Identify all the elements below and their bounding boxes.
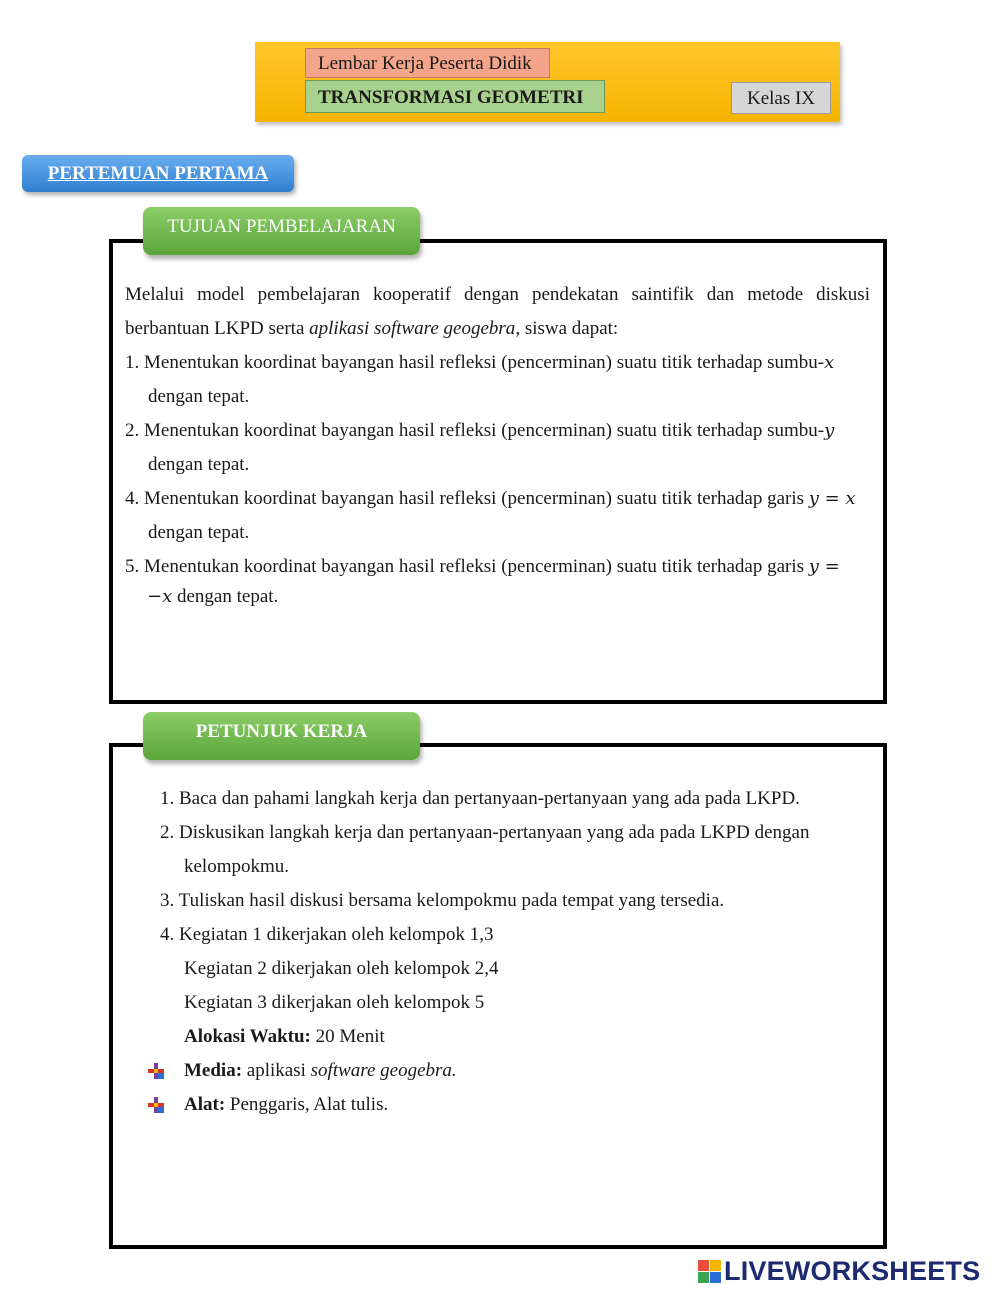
objective-math: y <box>824 420 835 441</box>
instruction-number: 2. <box>160 822 175 843</box>
objective-continuation: dengan tepat. <box>148 522 250 543</box>
class-label: Kelas IX <box>731 82 831 114</box>
topic-title: TRANSFORMASI GEOMETRI <box>305 80 605 113</box>
objective-math: y = x <box>808 488 856 509</box>
intro-italic: aplikasi software geogebra <box>309 318 516 339</box>
logo-square <box>710 1260 721 1271</box>
instruction-text: Baca dan pahami langkah kerja dan pertanyaan-pertanyaan yang ada pada LKPD. <box>179 788 800 809</box>
media-value-italic: software geogebra. <box>310 1060 457 1081</box>
objective-text: Menentukan koordinat bayangan hasil refleksi (pencerminan) suatu titik terhadap garis <box>144 556 809 577</box>
tools-value: Penggaris, Alat tulis. <box>225 1094 389 1115</box>
objective-math: x <box>824 352 835 373</box>
objective-continuation: dengan tepat. <box>172 586 279 607</box>
cross-bullet-icon <box>148 1063 164 1079</box>
objective-item <box>125 482 870 550</box>
time-allocation <box>160 1020 872 1054</box>
tools-label: Alat: <box>184 1094 226 1115</box>
objective-math-continuation: −x <box>147 586 173 607</box>
logo-square <box>698 1272 709 1283</box>
media-row <box>160 1054 872 1088</box>
instruction-text: Kegiatan 1 dikerjakan oleh kelompok 1,3 <box>179 924 494 945</box>
time-label: Alokasi Waktu: <box>184 1026 311 1047</box>
logo-text: LIVEWORKSHEETS <box>724 1255 981 1286</box>
liveworksheets-logo[interactable] <box>698 1256 980 1286</box>
objectives-list <box>125 346 870 610</box>
intro-text: Melalui model pembelajaran kooperatif dengan pendekatan saintifik dan metode diskusi berbantuan LKPD serta <box>125 284 870 339</box>
objective-text: Menentukan koordinat bayangan hasil refleksi (pencerminan) suatu titik terhadap garis <box>144 488 809 509</box>
tools-row <box>160 1088 872 1122</box>
instruction-number: 1. <box>160 788 175 809</box>
objectives-intro <box>125 278 870 346</box>
intro-end: , siswa dapat: <box>515 318 619 339</box>
objective-continuation: dengan tepat. <box>148 386 250 407</box>
objective-text: Menentukan koordinat bayangan hasil refleksi (pencerminan) suatu titik terhadap sumbu- <box>144 352 825 373</box>
logo-squares-icon <box>698 1260 721 1283</box>
objective-text: Menentukan koordinat bayangan hasil refleksi (pencerminan) suatu titik terhadap sumbu- <box>144 420 825 441</box>
objective-continuation: dengan tepat. <box>148 454 250 475</box>
logo-square <box>710 1272 721 1283</box>
objective-number: 4. <box>125 488 140 509</box>
objective-item <box>125 346 870 414</box>
objectives-tab: TUJUAN PEMBELAJARAN <box>143 207 420 255</box>
instruction-number: 3. <box>160 890 175 911</box>
group-assignment: Kegiatan 2 dikerjakan oleh kelompok 2,4 <box>184 958 499 979</box>
instruction-text: Diskusikan langkah kerja dan pertanyaan-pertanyaan yang ada pada LKPD dengan <box>179 822 810 843</box>
instructions-tab: PETUNJUK KERJA <box>143 712 420 760</box>
objective-number: 1. <box>125 352 140 373</box>
instructions-list <box>160 782 872 1122</box>
objective-item <box>125 550 870 610</box>
objective-math: y = <box>808 556 840 577</box>
time-value: 20 Menit <box>310 1026 385 1047</box>
media-value: aplikasi <box>242 1060 311 1081</box>
session-button[interactable]: PERTEMUAN PERTAMA <box>22 155 294 192</box>
instruction-number: 4. <box>160 924 175 945</box>
objective-item <box>125 414 870 482</box>
instruction-item <box>160 918 872 952</box>
instruction-item <box>160 782 872 816</box>
worksheet-label: Lembar Kerja Peserta Didik <box>305 48 550 78</box>
cross-bullet-icon <box>148 1097 164 1113</box>
media-label: Media: <box>184 1060 243 1081</box>
objective-number: 5. <box>125 556 140 577</box>
instruction-text: Tuliskan hasil diskusi bersama kelompokmu pada tempat yang tersedia. <box>178 890 725 911</box>
logo-square <box>698 1260 709 1271</box>
instruction-item <box>160 816 872 884</box>
group-assignment: Kegiatan 3 dikerjakan oleh kelompok 5 <box>184 992 485 1013</box>
objective-number: 2. <box>125 420 140 441</box>
instruction-item <box>160 884 872 918</box>
instruction-continuation: kelompokmu. <box>184 856 290 877</box>
